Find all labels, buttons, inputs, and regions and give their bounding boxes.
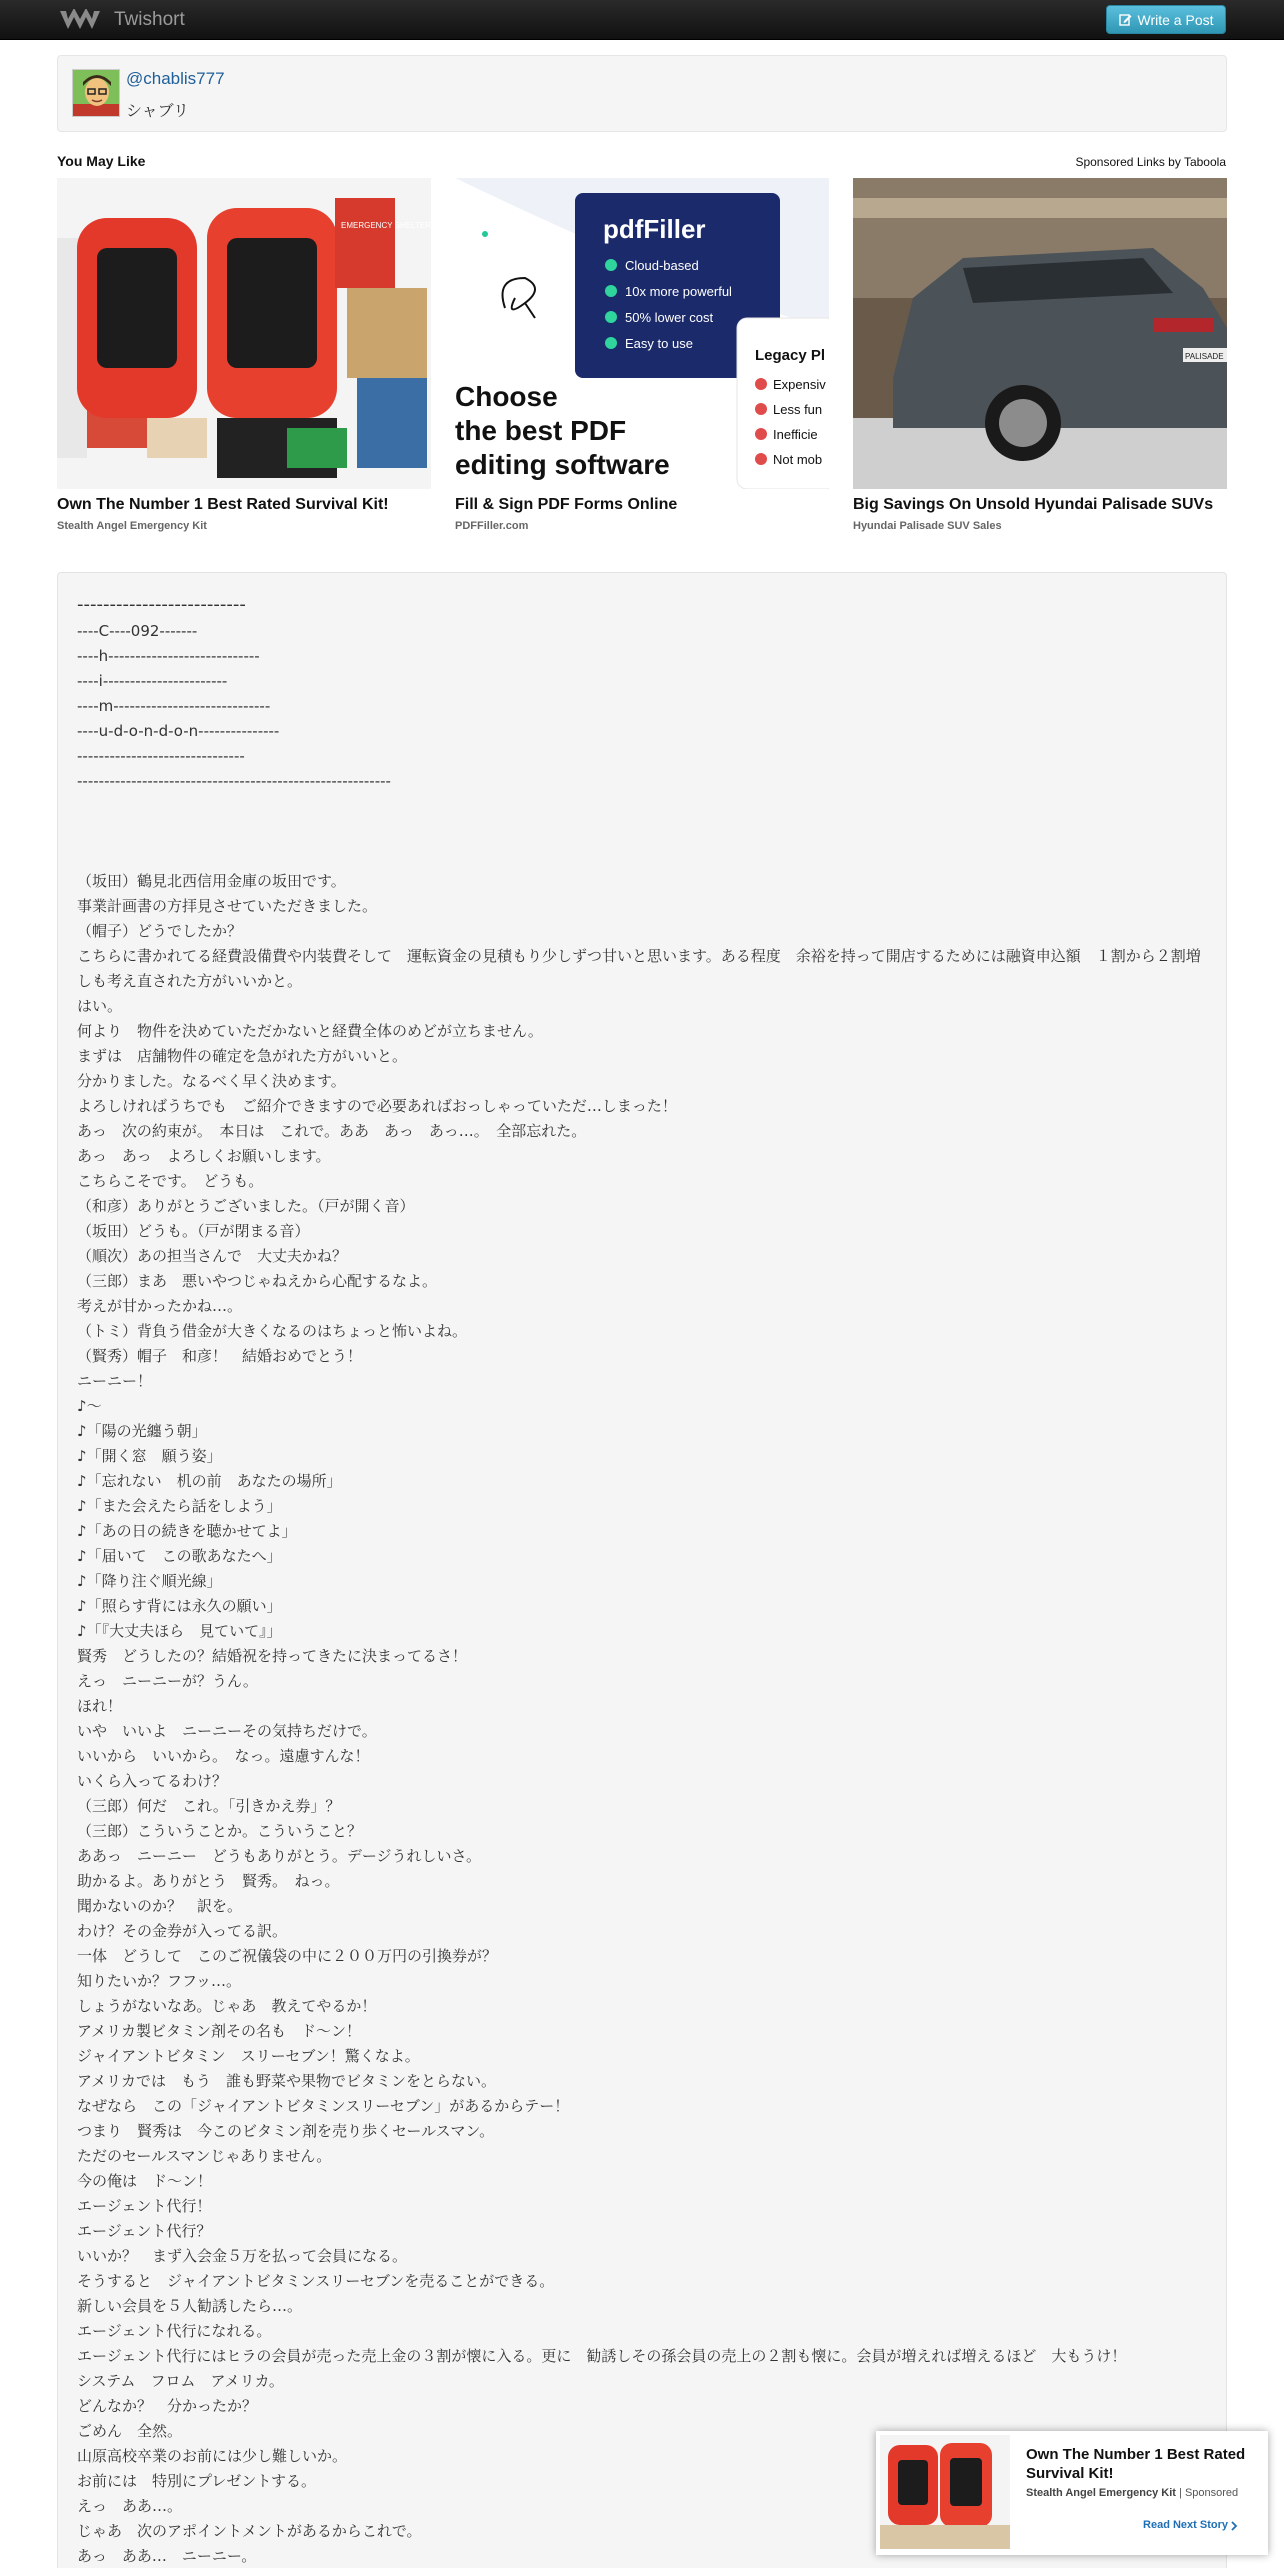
headline-line-1: Choose — [455, 381, 558, 412]
content-line: 山原高校卒業のお前には少し難しいか。 — [77, 2447, 348, 2465]
content-line — [77, 819, 1212, 844]
user-box — [57, 55, 1227, 132]
twishort-logo-icon — [58, 9, 102, 31]
feature-4: Easy to use — [625, 336, 693, 351]
content-line: いくら入ってるわけ？ — [77, 1772, 228, 1790]
feature-2: 10x more powerful — [625, 284, 732, 299]
content-line: どんなか？ 分かったか？ — [77, 2397, 258, 2415]
content-line: 一体 どうして このご祝儀袋の中に２００万円の引換券が？ — [77, 1947, 498, 1965]
float-ad-sponsored: Sponsored — [1184, 2487, 1239, 2499]
content-line: ニーニー！ — [77, 1372, 153, 1390]
content-line: 事業計画書の方拝見させていただきました。 — [77, 897, 378, 915]
content-line: こちらに書かれてる経費設備費や内装費そして 運転資金の見積もり少しずつ甘いと思います。ある程度 余裕を持って開店するためには融資申込額 １割から２割増しも考え直された方がいいかと。 — [77, 947, 1201, 990]
content-line: アメリカ製ビタミン剤その名も ド～ン！ — [77, 2022, 361, 2040]
content-line: ----m----------------------------- — [77, 697, 271, 715]
content-line: 助かるよ。ありがとう 賢秀。 ねっ。 — [77, 1872, 340, 1890]
legacy-item-2: Less fun — [773, 402, 823, 417]
recommendation-card-hyundai[interactable] — [853, 178, 1227, 538]
handle-prefix: @ — [126, 69, 144, 88]
you-may-like-title: You May Like — [57, 153, 146, 169]
content-line: ♪「あの日の続きを聴かせてよ」 — [77, 1522, 297, 1540]
top-navbar — [0, 0, 1284, 40]
float-ad-source-name: Stealth Angel Emergency Kit — [1026, 2487, 1176, 2499]
content-line: まずは 店舗物件の確定を急がれた方がいいと。 — [77, 1047, 408, 1065]
content-line: なぜなら この「ジャイアントビタミンスリーセブン」があるからテー！ — [77, 2097, 570, 2115]
content-line: ただのセールスマンじゃありません。 — [77, 2147, 332, 2165]
content-line: えっ ニーニーが？うん。 — [77, 1672, 258, 1690]
content-line: いや いいよ ニーニーその気持ちだけで。 — [77, 1722, 377, 1740]
recommendation-card-pdffiller[interactable] — [455, 178, 829, 538]
content-line: システム フロム アメリカ。 — [77, 2372, 284, 2390]
content-line: こちらこそです。 どうも。 — [77, 1172, 264, 1190]
legacy-item-3: Inefficie — [773, 427, 818, 442]
content-line: 聞かないのか？ 訳を。 — [77, 1897, 243, 1915]
content-line: よろしければうちでも ご紹介できますので必要あればおっしゃっていただ…しまった！ — [77, 1097, 677, 1115]
content-line: （三郎）こういうことか。こういうこと？ — [77, 1822, 363, 1840]
feature-1: Cloud-based — [625, 258, 699, 273]
content-line: ♪「照らす背には永久の願い」 — [77, 1597, 282, 1615]
content-line: あっ 次の約束が。 本日は これで。ああ あっ あっ…。 全部忘れた。 — [77, 1122, 587, 1140]
post-text — [77, 591, 1212, 2568]
content-line: 分かりました。なるべく早く決めます。 — [77, 1072, 346, 1090]
content-line: -------------------------- — [77, 594, 246, 615]
content-line: 賢秀 どうしたの？結婚祝を持ってきたに決まってるさ！ — [77, 1647, 468, 1665]
content-line: ♪「『大丈夫ほら 見ていて』」 — [77, 1622, 282, 1640]
content-line: 知りたいか？フフッ…。 — [77, 1972, 241, 1990]
content-line: はい。 — [77, 997, 123, 1015]
content-line: あっ ああ… ニーニー。 — [77, 2547, 257, 2565]
content-line: エージェント代行！ — [77, 2197, 212, 2215]
survival-kit-image[interactable] — [57, 178, 431, 489]
content-line: わけ？その金券が入ってる訳。 — [77, 1922, 288, 1940]
write-post-label: Write a Post — [1137, 11, 1214, 28]
content-line: ♪「陽の光纏う朝」 — [77, 1422, 207, 1440]
content-line: （帽子）どうでしたか？ — [77, 922, 243, 940]
content-line: ジャイアントビタミン スリーセブン！驚くなよ。 — [77, 2047, 420, 2065]
content-line: しょうがないなあ。じゃあ 教えてやるか！ — [77, 1997, 377, 2015]
content-line: ♪「届いて この歌あなたへ」 — [77, 1547, 282, 1565]
content-line: ♪「降り注ぐ順光線」 — [77, 1572, 222, 1590]
content-line: ♪「開く窓 願う姿」 — [77, 1447, 222, 1465]
user-handle-link[interactable] — [126, 69, 225, 89]
content-line: ごめん 全然。 — [77, 2422, 183, 2440]
content-line: 新しい会員を５人勧誘したら…。 — [77, 2297, 303, 2315]
content-line: ♪～ — [77, 1397, 102, 1415]
feature-3: 50% lower cost — [625, 310, 714, 325]
content-line: あっ あっ よろしくお願いします。 — [77, 1147, 331, 1165]
content-line: （坂田）どうも。（戸が閉まる音） — [77, 1222, 310, 1240]
content-line: （三郎）何だ これ。「引きかえ券」？ — [77, 1797, 341, 1815]
content-line: ♪「忘れない 机の前 あなたの場所」 — [77, 1472, 342, 1490]
content-line: お前には 特別にプレゼントする。 — [77, 2472, 316, 2490]
pdffiller-image[interactable] — [455, 178, 829, 489]
content-line: （坂田）鶴見北西信用金庫の坂田です。 — [77, 872, 346, 890]
content-line: 何より 物件を決めていただかないと経費全体のめどが立ちません。 — [77, 1022, 543, 1040]
handle-text: chablis777 — [143, 69, 225, 88]
legacy-item-4: Not mob — [773, 452, 823, 467]
recommendation-card-survival-kit[interactable] — [57, 178, 431, 538]
content-line: つまり 賢秀は 今このビタミン剤を売り歩くセールスマン。 — [77, 2122, 495, 2140]
content-line: ♪「また会えたら話をしよう」 — [77, 1497, 282, 1515]
content-line: エージェント代行になれる。 — [77, 2322, 272, 2340]
card-title[interactable]: Big Savings On Unsold Hyundai Palisade SUVs — [853, 496, 1214, 513]
post-content-panel — [57, 572, 1227, 2568]
chevron-right-icon — [1230, 2521, 1238, 2531]
sponsored-links-label[interactable]: Sponsored Links by Taboola — [1075, 155, 1226, 169]
content-line: 考えが甘かったかね…。 — [77, 1297, 243, 1315]
brand-link[interactable] — [58, 6, 185, 34]
content-line — [77, 844, 1212, 869]
patch-label: EMERGENCY SHELTER — [341, 221, 431, 230]
content-line: 今の俺は ド～ン！ — [77, 2172, 213, 2190]
card-source: Stealth Angel Emergency Kit — [57, 520, 207, 532]
content-line: ---------------------------------------------------------- — [77, 772, 391, 790]
write-post-button[interactable] — [1106, 5, 1226, 34]
legacy-item-1: Expensiv — [773, 377, 826, 392]
content-line — [77, 794, 1212, 819]
content-line: （和彦）ありがとうございました。（戸が開く音） — [77, 1197, 415, 1215]
content-line: ------------------------------- — [77, 747, 245, 765]
hyundai-image[interactable] — [853, 178, 1227, 489]
content-line: えっ ああ…。 — [77, 2497, 183, 2515]
content-line: （トミ）背負う借金が大きくなるのはちょっと怖いよね。 — [77, 1322, 468, 1340]
float-ad-image[interactable] — [880, 2435, 1010, 2549]
brand-name: Twishort — [114, 9, 185, 30]
avatar[interactable] — [72, 69, 120, 117]
content-line: いいから いいから。 なっ。遠慮すんな！ — [77, 1747, 370, 1765]
edit-icon — [1119, 13, 1132, 26]
card-title[interactable]: Fill & Sign PDF Forms Online — [455, 496, 678, 513]
float-ad-source: Stealth Angel Emergency Kit | Sponsored — [1026, 2487, 1239, 2499]
card-source: PDFFiller.com — [455, 520, 529, 532]
content-line: ----C----092------- — [77, 622, 198, 640]
content-line: （順次）あの担当さんで 大丈夫かね？ — [77, 1247, 348, 1265]
headline-line-3: editing software — [455, 449, 670, 480]
content-line: いいか？ まず入会金５万を払って会員になる。 — [77, 2247, 408, 2265]
avatar-image — [73, 70, 120, 117]
content-line: エージェント代行？ — [77, 2222, 212, 2240]
content-line: ああっ ニーニー どうもありがとう。デージうれしいさ。 — [77, 1847, 481, 1865]
card-source: Hyundai Palisade SUV Sales — [853, 520, 1002, 532]
float-ad-title[interactable]: Own The Number 1 Best Rated Survival Kit! — [1026, 2446, 1246, 2482]
content-line: （三郎）まあ 悪いやつじゃねえから心配するなよ。 — [77, 1272, 438, 1290]
content-line: じゃあ 次のアポイントメントがあるからこれで。 — [77, 2522, 422, 2540]
content-line: ほれ！ — [77, 1697, 123, 1715]
pdffiller-brand: pdfFiller — [603, 214, 706, 244]
floating-read-next-ad[interactable] — [876, 2431, 1268, 2555]
content-line: ----u-d-o-n-d-o-n--------------- — [77, 722, 280, 740]
read-next-story-link[interactable]: Read Next Story — [1143, 2519, 1228, 2531]
content-line: ----i----------------------- — [77, 672, 228, 690]
car-badge: PALISADE — [1185, 352, 1224, 361]
content-line: アメリカでは もう 誰も野菜や果物でビタミンをとらない。 — [77, 2072, 496, 2090]
content-line: （賢秀）帽子 和彦！ 結婚おめでとう！ — [77, 1347, 363, 1365]
content-line: エージェント代行にはヒラの会員が売った売上金の３割が懐に入る。更に 勧誘しその孫会員の売上の２割も懐に。会員が増えれば増えるほど 大もうけ！ — [77, 2347, 1127, 2365]
headline-line-2: the best PDF — [455, 415, 627, 446]
legacy-title: Legacy Pl — [755, 347, 826, 364]
user-display-name: シャブリ — [126, 101, 190, 120]
card-title[interactable]: Own The Number 1 Best Rated Survival Kit! — [57, 496, 389, 513]
content-line: ----h---------------------------- — [77, 647, 260, 665]
content-line: そうすると ジャイアントビタミンスリーセブンを売ることができる。 — [77, 2272, 555, 2290]
